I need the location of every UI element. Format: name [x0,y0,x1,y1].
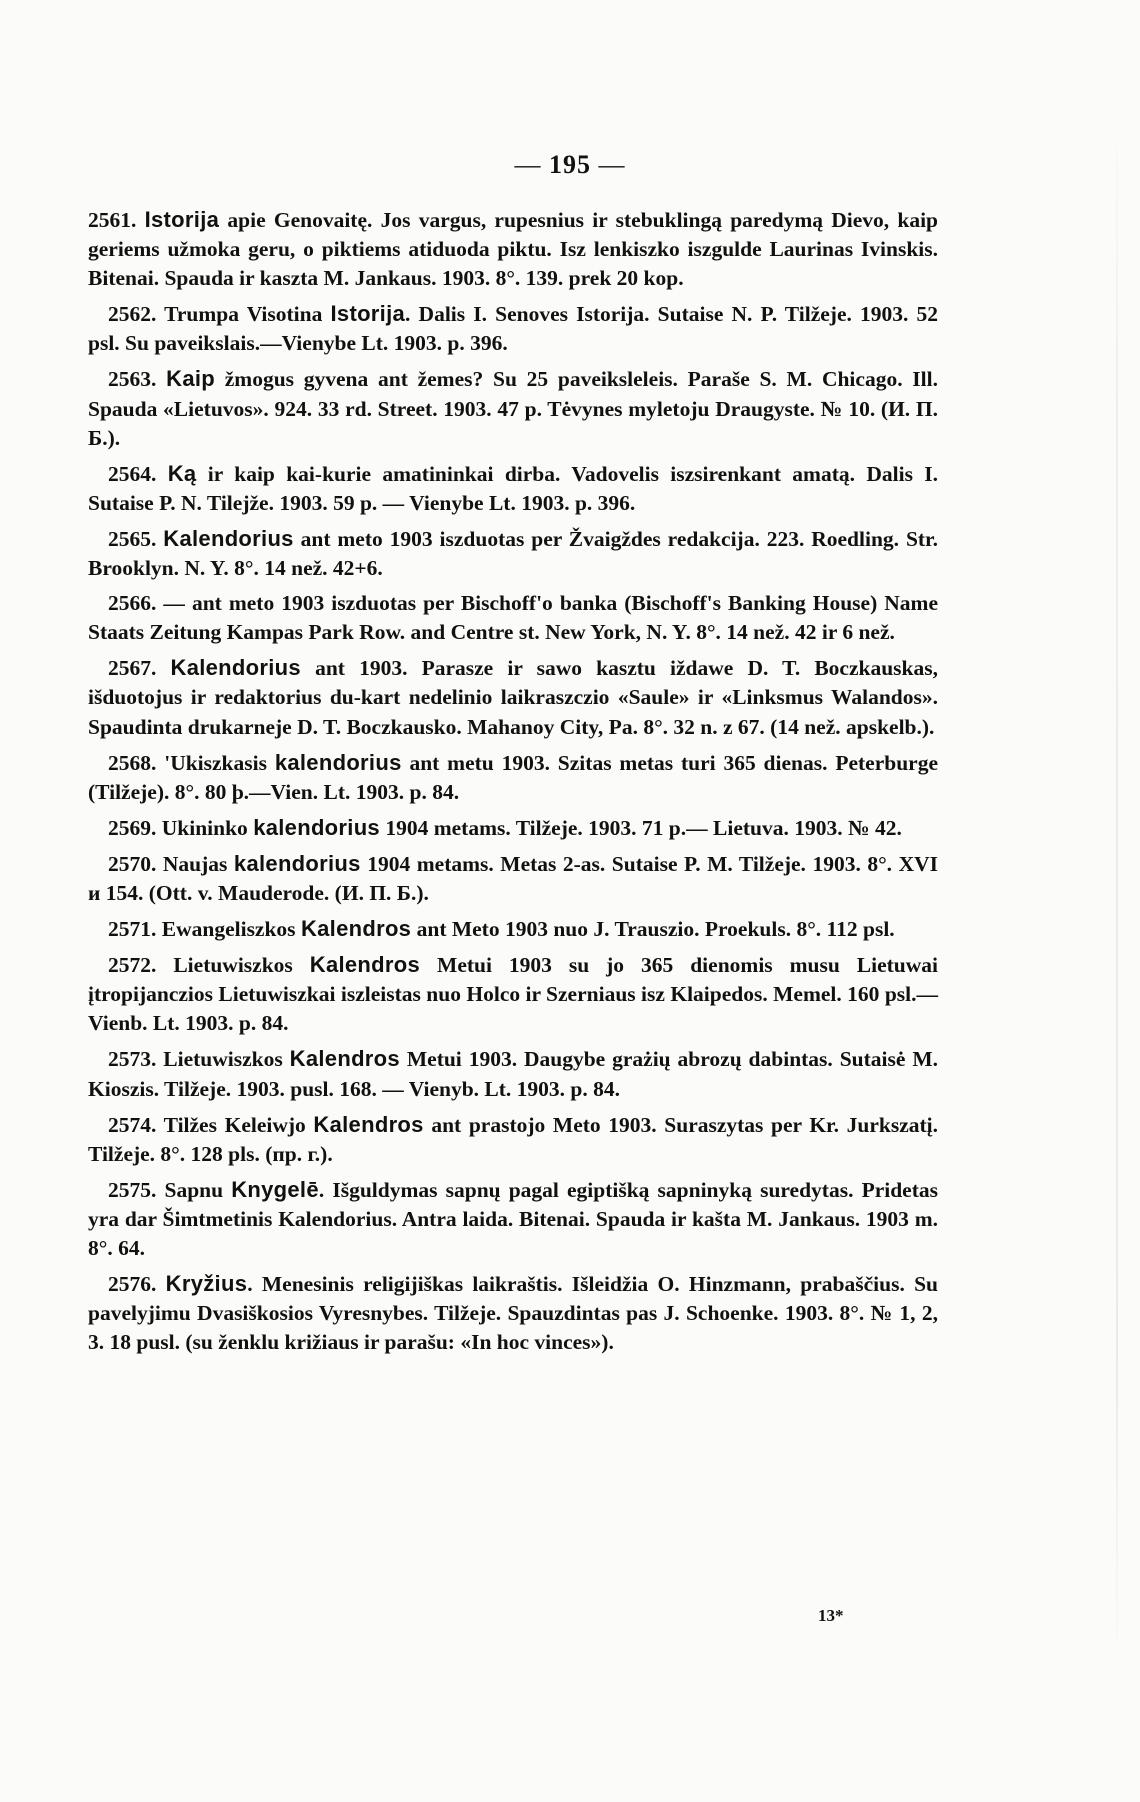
bibliography-entry [88,299,938,358]
entry-number: 2575. [108,1177,157,1202]
entry-text-prefix: Tilžes Keleiwjo [156,1112,314,1137]
entry-text: ant meto 1903 iszduotas per Žvaigždes redakcija. 223. Roedling. Str. Brooklyn. N. Y. 8°. 14 než. 42+6. [88,526,939,581]
entry-text: 1904 metams. Metas 2-as. Sutaise P. M. Tilžeje. 1903. 8°. XVI и 154. (Ott. v. Mauderode. (И. П. Б.). [88,851,938,905]
bibliography-entry [88,849,938,908]
entry-number: 2574. [108,1112,157,1137]
entry-keyword: Kalendros [289,1046,400,1072]
bibliography-entry [88,1044,938,1103]
entry-number: 2564. [108,461,157,486]
entry-text: 1904 metams. Tilžeje. 1903. 71 p.— Lietuva. 1903. № 42. [379,815,902,840]
entry-text-prefix: Trumpa Visotina [156,302,331,327]
entry-text: . Menesinis religijiškas laikraštis. Išleidžia O. Hinzmann, prabaščius. Su pavelyjimu Dvasiškosios Vyresnybes. Tilžeje. Spauzdintas pas J. Schoenke. 1903. 8°. № 1, 2, 3. 18 pusl. (su ženklu križiaus ir parašu: «In hoc vinces»). [88,1272,939,1355]
entry-keyword: Istorija [144,207,220,232]
entry-text: ant Meto 1903 nuo J. Trauszio. Proekuls. 8°. 112 psl. [411,917,895,942]
bibliography-list [88,205,938,1357]
entry-number: 2562. [108,302,157,327]
entry-text: ir kaip kai-kurie amatininkai dirba. Vadovelis iszsirenkant amatą. Dalis I. Sutaise P. N. Tilejže. 1903. 59 p. — Vienybe Lt. 1903. p. 396. [88,461,939,515]
printer-signature: 13* [818,1606,844,1625]
entry-keyword: Kalendorius [163,525,294,551]
entry-keyword: kalendorius [233,850,361,876]
page-number: — 195 — [514,150,626,179]
entry-text-prefix: Sapnu [156,1177,232,1202]
entry-text-prefix: Lietuwiszkos [156,953,310,978]
entry-number: 2576. [108,1272,157,1297]
entry-keyword: Kalendros [300,916,412,942]
entry-text-prefix: Naujas [156,851,234,876]
entry-text-prefix: 'Ukiszkasis [156,750,275,775]
entry-number: 2573. [108,1047,157,1072]
entry-keyword: Kaip [166,366,215,392]
bibliography-entry [88,459,938,518]
entry-text: ant prastojo Meto 1903. Suraszytas per Kr. Jurkszatį. Tilžeje. 8°. 128 pls. (пр. г.). [88,1112,939,1166]
entry-keyword: kalendorius [253,814,380,840]
bibliography-entry [88,1175,938,1263]
bibliography-entry [88,653,938,741]
bibliography-entry [88,1269,938,1357]
entry-keyword: Knygelē [231,1176,319,1202]
entry-text: Metui 1903 su jo 365 dienomis musu Lietuwai įtropijanczios Lietuwiszkai iszleistas nuo Holco ir Szerniaus isz Klaipedos. Memel. 160 psl.—Vienb. Lt. 1903. p. 84. [88,953,938,1036]
bibliography-entry [88,1110,938,1169]
entry-text: . Išguldymas sapnų pagal egiptišką sapninyką suredytas. Pridetas yra dar Šimtmetinis Kalendorius. Antra laida. Bitenai. Spauda ir kašta M. Jankaus. 1903 m. 8°. 64. [88,1177,938,1260]
entry-text: ant metu 1903. Szitas metas turi 365 dienas. Peterburge (Tilžeje). 8°. 80 þ.—Vien. Lt. 1903. p. 84. [88,750,938,804]
bibliography-entry [88,589,938,647]
bibliography-entry [88,950,938,1038]
entry-text: žmogus gyvena ant žemes? Su 25 paveiksleleis. Paraše S. M. Chicago. Ill. Spauda «Lietuvos». 924. 33 rd. Street. 1903. 47 p. Tėvynes myletoju Draugyste. № 10. (И. П. Б.). [88,367,938,450]
entry-keyword: Kalendros [313,1111,424,1137]
bibliography-entry [88,364,938,452]
entry-text-prefix: Lietuwiszkos [156,1047,290,1072]
bibliography-entry [88,748,938,807]
entry-keyword: kalendorius [274,749,402,775]
entry-text: . Dalis I. Senoves Istorija. Sutaise N. P. Tilžeje. 1903. 52 psl. Su paveikslais.—Vienybe Lt. 1903. p. 396. [88,302,938,356]
entry-text-prefix: Ukininko [156,815,254,840]
bibliography-entry [88,914,938,944]
entry-keyword: Istorija [330,301,406,327]
entry-text: — ant meto 1903 iszduotas per Bischoff'o banka (Bischoff's Banking House) Name Staats Zeitung Kampas Park Row. and Centre st. New York, N. Y. 8°. 14 než. 42 ir 6 než. [88,591,939,645]
entry-text: apie Genovaitę. Jos vargus, rupesnius ir stebuklingą paredymą Dievo, kaip geriems užmoka geru, o piktiems atiduoda piktu. Isz lenkiszko iszgulde Laurinas Ivinskis. Bitenai. Spauda ir kaszta M. Jankaus. 1903. 8°. 139. prek 20 kop. [88,208,938,291]
entry-keyword: Ką [167,460,197,486]
page-edge-shadow [1116,110,1118,1670]
entry-text-prefix: Ewangeliszkos [156,917,301,942]
entry-number: 2571. [108,917,157,942]
entry-number: 2561. [88,208,137,232]
entry-keyword: Kalendorius [170,655,301,681]
entry-keyword: Kalendros [309,952,421,978]
bibliography-entry [88,524,938,583]
entry-text: ant 1903. Parasze ir sawo kasztu iždawe D. T. Boczkauskas, išduotojus ir redaktorius du-kart nedelinio laikraszczio «Saule» ir «Linksmus Walandos». Spaudinta drukarneje D. T. Boczkausko. Mahanoy City, Pa. 8°. 32 n. z 67. (14 než. apskelb.). [88,656,938,739]
entry-number: 2566. [108,591,157,616]
entry-text: Metui 1903. Daugybe grażių abrozų dabintas. Sutaisė M. Kioszis. Tilžeje. 1903. pusl. 168. — Vienyb. Lt. 1903. p. 84. [88,1047,938,1101]
entry-number: 2572. [108,953,157,978]
entry-number: 2570. [108,851,157,876]
entry-number: 2565. [108,526,157,551]
entry-number: 2569. [108,815,157,840]
entry-number: 2568. [108,750,157,775]
entry-keyword: Kryžius [165,1271,248,1297]
entry-number: 2563. [108,367,157,392]
bibliography-entry [88,813,938,843]
entry-number: 2567. [108,656,157,681]
bibliography-entry [88,205,938,293]
